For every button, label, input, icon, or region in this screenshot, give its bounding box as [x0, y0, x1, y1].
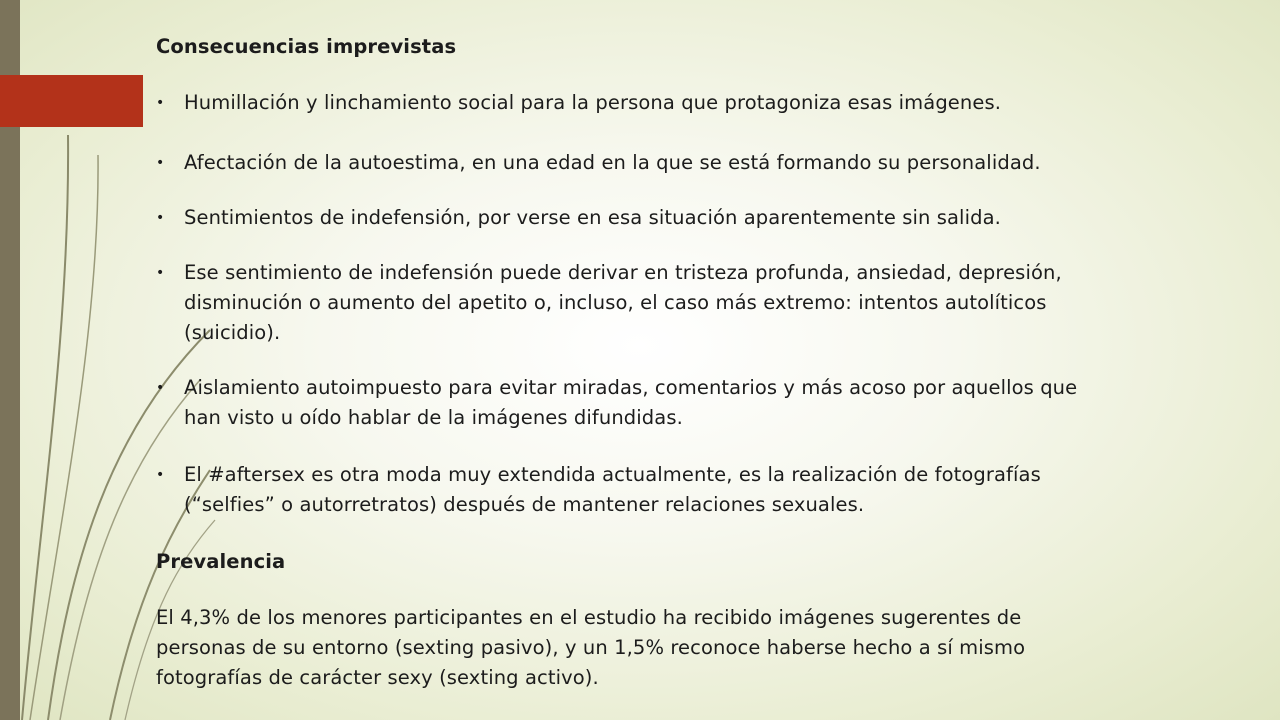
section-heading-prevalencia: Prevalencia	[156, 550, 286, 573]
bullet-text-aislamiento-line1: Aislamiento autoimpuesto para evitar miradas, comentarios y más acoso por aquellos que	[184, 376, 1078, 399]
bullet-marker: •	[156, 155, 165, 171]
bullet-text-humillacion: Humillación y linchamiento social para la persona que protagoniza esas imágenes.	[184, 91, 1002, 114]
bullet-text-autoestima: Afectación de la autoestima, en una edad en la que se está formando su personalidad.	[184, 151, 1041, 174]
bullet-text-indefension: Sentimientos de indefensión, por verse en esa situación aparentemente sin salida.	[184, 206, 1001, 229]
prevalencia-text-line3: fotografías de carácter sexy (sexting activo).	[156, 666, 599, 689]
prevalencia-text-line1: El 4,3% de los menores participantes en el estudio ha recibido imágenes sugerentes de	[156, 606, 1022, 629]
bullet-text-aislamiento-line2: han visto u oído hablar de la imágenes difundidas.	[184, 406, 683, 429]
prevalencia-text-line2: personas de su entorno (sexting pasivo), y un 1,5% reconoce haberse hecho a sí mismo	[156, 636, 1026, 659]
bullet-text-aftersex-line2: (“selfies” o autorretratos) después de mantener relaciones sexuales.	[184, 493, 865, 516]
bullet-marker: •	[156, 467, 165, 483]
bullet-text-tristeza-line2: disminución o aumento del apetito o, incluso, el caso más extremo: intentos autolíticos	[184, 291, 1047, 314]
bullet-text-aftersex-line1: El #aftersex es otra moda muy extendida actualmente, es la realización de fotografías	[184, 463, 1041, 486]
bullet-marker: •	[156, 265, 165, 281]
section-heading-consecuencias: Consecuencias imprevistas	[156, 35, 457, 58]
bullet-marker: •	[156, 380, 165, 396]
accent-bar	[0, 75, 143, 127]
bullet-text-tristeza-line1: Ese sentimiento de indefensión puede derivar en tristeza profunda, ansiedad, depresión,	[184, 261, 1062, 284]
bullet-text-tristeza-line3: (suicidio).	[184, 321, 281, 344]
bullet-marker: •	[156, 95, 165, 111]
bullet-marker: •	[156, 210, 165, 226]
